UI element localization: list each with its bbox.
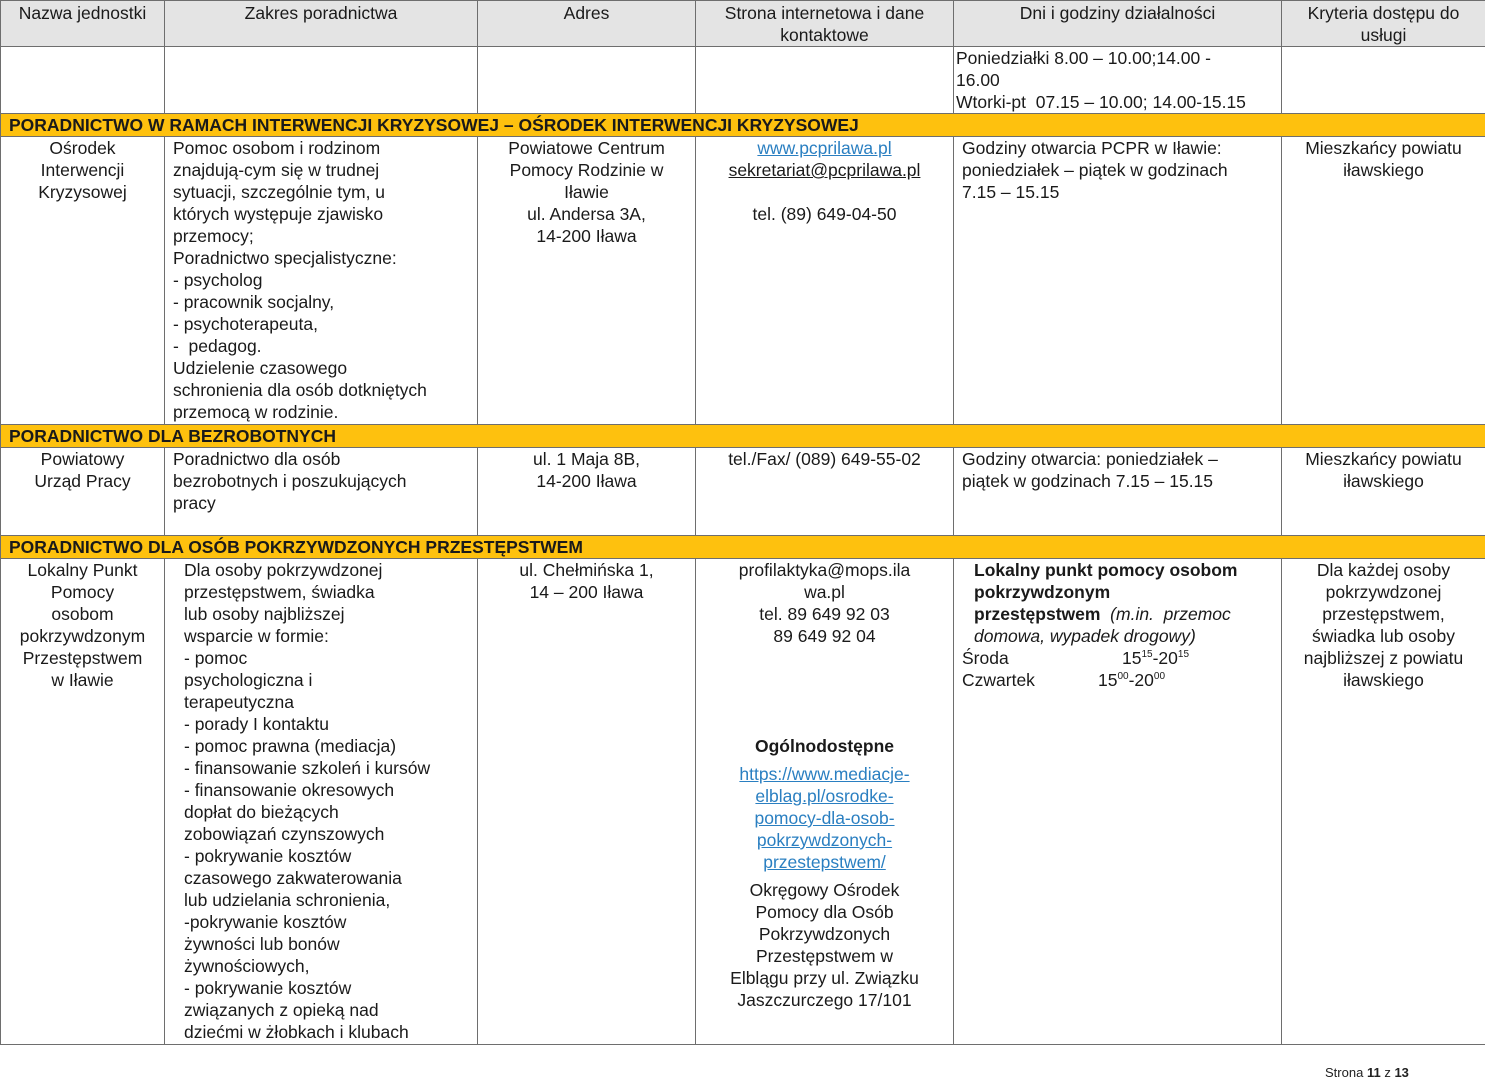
text-line: 14-200 Iława (536, 471, 637, 491)
cell-unit-name (1, 137, 165, 425)
text-line: 14 – 200 Iława (529, 582, 644, 602)
text-line: przemocą w rodzinie. (173, 402, 339, 422)
text-line: Iławie (564, 182, 609, 202)
text-line: Godziny otwarcia: poniedziałek – (962, 449, 1218, 469)
header-contact: Strona internetowa i dane kontaktowe (696, 1, 954, 47)
hours-note: (m.in. przemoc (1110, 604, 1231, 624)
text-line: - finansowanie okresowych (184, 780, 395, 800)
text-line: - pracownik socjalny, (173, 292, 335, 312)
public-link[interactable]: pokrzywdzonych- (756, 830, 893, 850)
text-line: przestępstwem, świadka (184, 582, 375, 602)
text-line: Jaszczurczego 17/101 (737, 990, 912, 1010)
public-link[interactable]: pomocy-dla-osob- (754, 808, 895, 828)
email-link[interactable]: sekretariat@pcprilawa.pl (728, 160, 921, 180)
text-line: 16.00 (956, 70, 1000, 90)
public-link[interactable]: https://www.mediacje- (739, 764, 910, 784)
text-line: sytuacji, szczególnie tym, u (173, 182, 386, 202)
phone-text: tel. 89 649 92 03 (759, 604, 890, 624)
public-link[interactable]: przestepstwem/ (763, 852, 886, 872)
text-line: - pokrywanie kosztów (184, 978, 352, 998)
table-row (1, 559, 1485, 1045)
text-line: Przestępstwem (22, 648, 143, 668)
spacer (704, 181, 945, 203)
text-line: iławskiego (1343, 160, 1424, 180)
text-line: lub udzielania schronienia, (184, 890, 391, 910)
section-header (1, 425, 1485, 448)
footer-separator: z (1384, 1065, 1391, 1080)
text-line: świadka lub osoby (1312, 626, 1455, 646)
text-line: Pomoc osobom i rodzinom (173, 138, 381, 158)
text-line: -pokrywanie kosztów (184, 912, 347, 932)
text-line: Przestępstwem w (755, 946, 894, 966)
text-line: Pomocy (50, 582, 115, 602)
cell-unit-name (1, 559, 165, 1045)
cell-contact (696, 448, 954, 536)
text-line: - porady I kontaktu (184, 714, 329, 734)
cell-empty (696, 47, 954, 114)
text-line: iławskiego (1343, 471, 1424, 491)
text-line: poniedziałek – piątek w godzinach (962, 160, 1228, 180)
schedule-row (962, 669, 1273, 691)
text-line: iławskiego (1343, 670, 1424, 690)
text-line: w Iławie (51, 670, 114, 690)
text-line: Poradnictwo dla osób (173, 449, 341, 469)
text-line: Wtorki-pt 07.15 – 10.00; 14.00-15.15 (956, 92, 1246, 112)
cell-address (478, 137, 696, 425)
text-line: czasowego zakwaterowania (184, 868, 402, 888)
table-row (1, 137, 1485, 425)
schedule-time: $15^{00}-20^{00}$ (1098, 670, 1166, 690)
text-line: Interwencji (40, 160, 125, 180)
cell-scope (165, 448, 478, 536)
section-title: PORADNICTWO W RAMACH INTERWENCJI KRYZYSOWEJ – OŚRODEK INTERWENCJI KRYZYSOWEJ (1, 114, 1485, 137)
text-line: Powiatowe Centrum (508, 138, 665, 158)
cell-hours (954, 137, 1282, 425)
text-line: Pomocy dla Osób (755, 902, 894, 922)
header-unit-name: Nazwa jednostki (1, 1, 165, 47)
spacer (704, 647, 945, 735)
section-title: PORADNICTWO DLA OSÓB POKRZYWDZONYCH PRZESTĘPSTWEM (1, 536, 1485, 559)
section-header (1, 536, 1485, 559)
text-line: ul. 1 Maja 8B, (533, 449, 640, 469)
text-line: 7.15 – 15.15 (962, 182, 1060, 202)
text-line: Poniedziałki 8.00 – 10.00;14.00 - (956, 48, 1211, 68)
text-line: Godziny otwarcia PCPR w Iławie: (962, 138, 1222, 158)
page-footer (1325, 1065, 1409, 1080)
text-line: - psycholog (173, 270, 263, 290)
text-line: ul. Andersa 3A, (527, 204, 646, 224)
text-line: Kryzysowej (38, 182, 127, 202)
public-link[interactable]: elblag.pl/osrodke- (755, 786, 894, 806)
cell-hours (954, 47, 1282, 114)
text-line: bezrobotnych i poszukujących (173, 471, 407, 491)
text-line: Lokalny Punkt (27, 560, 138, 580)
text-line: zobowiązań czynszowych (184, 824, 385, 844)
cell-criteria (1282, 137, 1485, 425)
header-scope: Zakres poradnictwa (165, 1, 478, 47)
text-line: żywnościowych, (184, 956, 310, 976)
cell-contact (696, 559, 954, 1045)
website-link[interactable]: www.pcprilawa.pl (757, 138, 892, 158)
cell-scope (165, 559, 478, 1045)
text-line: przestępstwem, (1322, 604, 1445, 624)
text-line: 14-200 Iława (536, 226, 637, 246)
text-line: terapeutyczna (184, 692, 294, 712)
text-line: pracy (173, 493, 216, 513)
text-line: piątek w godzinach 7.15 – 15.15 (962, 471, 1214, 491)
text-line: lub osoby najbliższej (184, 604, 345, 624)
section-header (1, 114, 1485, 137)
schedule-day: Czwartek (962, 670, 1035, 690)
text-line: Powiatowy (40, 449, 125, 469)
text-line: Ośrodek (49, 138, 116, 158)
header-criteria: Kryteria dostępu do usługi (1282, 1, 1485, 47)
phone-text: tel. (89) 649-04-50 (752, 204, 897, 224)
text-line: Pokrzywdzonych (758, 924, 891, 944)
cell-empty (165, 47, 478, 114)
cell-address (478, 559, 696, 1045)
text-line: najbliższej z powiatu (1303, 648, 1464, 668)
text-line: znajdują-cym się w trudnej (173, 160, 380, 180)
cell-empty (1, 47, 165, 114)
text-line: - pedagog. (173, 336, 262, 356)
header-address: Adres (478, 1, 696, 47)
text-line: Poradnictwo specjalistyczne: (173, 248, 397, 268)
text-line: Udzielenie czasowego (173, 358, 348, 378)
public-label: Ogólnodostępne (754, 736, 895, 756)
footer-prefix: Strona (1325, 1065, 1364, 1080)
hours-note: domowa, wypadek drogowy) (974, 626, 1196, 646)
text-line: - psychoterapeuta, (173, 314, 318, 334)
text-line: pokrzywdzonym (19, 626, 146, 646)
text-line: dziećmi w żłobkach i klubach (184, 1022, 409, 1042)
text-line: pokrzywdzonej (1325, 582, 1442, 602)
cell-criteria (1282, 448, 1485, 536)
section-title: PORADNICTWO DLA BEZROBOTNYCH (1, 425, 1485, 448)
text-line: wsparcie w formie: (184, 626, 329, 646)
text-line: których występuje zjawisko (173, 204, 384, 224)
text-line: związanych z opieką nad (184, 1000, 379, 1020)
text-line: osobom (51, 604, 114, 624)
text-line: Elblągu przy ul. Związku (730, 968, 919, 988)
text-line: Dla osoby pokrzywdzonej (184, 560, 383, 580)
text-line: Okręgowy Ośrodek (749, 880, 900, 900)
cell-address (478, 448, 696, 536)
text-line: Dla każdej osoby (1316, 560, 1451, 580)
page-total: 13 (1394, 1065, 1409, 1080)
text-line: ul. Chełmińska 1, (519, 560, 654, 580)
text-line: przemocy; (173, 226, 254, 246)
cell-contact (696, 137, 954, 425)
cell-criteria (1282, 559, 1485, 1045)
table-row-continuation (1, 47, 1485, 114)
text-line: żywności lub bonów (184, 934, 340, 954)
hours-title: Lokalny punkt pomocy osobom (974, 560, 1238, 580)
table-header-row (1, 1, 1485, 47)
text-line: - finansowanie szkoleń i kursów (184, 758, 431, 778)
cell-empty (478, 47, 696, 114)
hours-title: pokrzywdzonym (974, 582, 1111, 602)
text-line: schronienia dla osób dotkniętych (173, 380, 427, 400)
text-line: Pomocy Rodzinie w (509, 160, 664, 180)
cell-hours (954, 559, 1282, 1045)
text-line: - pomoc prawna (mediacja) (184, 736, 397, 756)
phone-text: 89 649 92 04 (773, 626, 876, 646)
table-row (1, 448, 1485, 536)
text-line: - pokrywanie kosztów (184, 846, 352, 866)
text-line: dopłat do bieżących (184, 802, 339, 822)
header-hours: Dni i godziny działalności (954, 1, 1282, 47)
text-line: - pomoc (184, 648, 248, 668)
cell-unit-name (1, 448, 165, 536)
text-line: Mieszkańcy powiatu (1305, 138, 1462, 158)
page-number: 11 (1366, 1065, 1381, 1080)
text-line: Mieszkańcy powiatu (1305, 449, 1462, 469)
text-line: psychologiczna i (184, 670, 313, 690)
schedule-day: Środa (962, 648, 1009, 668)
email-text: wa.pl (804, 582, 845, 602)
cell-empty (1282, 47, 1485, 114)
email-text: profilaktyka@mops.ila (738, 560, 911, 580)
cell-scope (165, 137, 478, 425)
cell-hours (954, 448, 1282, 536)
hours-title: przestępstwem (974, 604, 1101, 624)
phone-text: tel./Fax/ (089) 649-55-02 (728, 449, 921, 469)
schedule-time: $15^{15}-20^{15}$ (1122, 648, 1190, 668)
text-line: Urząd Pracy (34, 471, 131, 491)
schedule-row (962, 647, 1273, 669)
